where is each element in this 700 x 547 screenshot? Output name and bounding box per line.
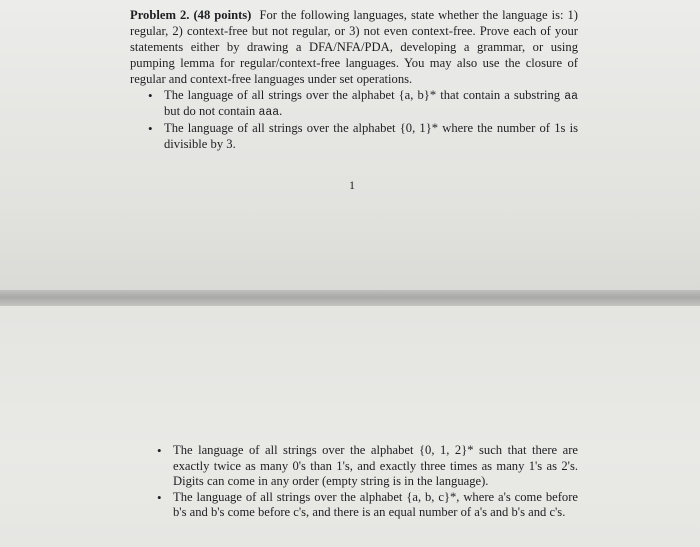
bullet-icon: • xyxy=(148,87,153,103)
bullet-icon: • xyxy=(148,121,153,137)
substring-code: aa xyxy=(564,89,578,103)
problem-intro: For the following languages, state whether the language is: 1) regular, 2) context-free but not regular, or 3) not even context-free. Prove each of your statements either by drawing a DFA/NFA/PDA, developing a grammar, or using pumping lemma for regular/context-free languages. You may also use the closure of regular and context-free languages under set operations. xyxy=(130,8,578,86)
problem-heading: Problem 2. (48 points) xyxy=(130,8,252,22)
excluded-substring-code: aaa xyxy=(258,106,280,120)
page-number: 1 xyxy=(349,178,355,192)
bullet-icon: • xyxy=(157,443,162,458)
list-item: • The language of all strings over the alphabet {0, 1, 2}* such that there are exactly twice as many 0's than 1's, and exactly three times as many 1's as 2's. Digits can come in any order (empty string is in the language). xyxy=(157,443,578,489)
language-list-top xyxy=(130,88,578,154)
problem-paragraph xyxy=(130,8,578,88)
list-item: • The language of all strings over the alphabet {0, 1}* where the number of 1s is divisible by 3. xyxy=(148,121,578,152)
language-list-bottom xyxy=(157,443,578,521)
problem-statement xyxy=(130,8,578,153)
list-item: • The language of all strings over the alphabet {a, b}* that contain a substring aa but do not contain aaa. xyxy=(148,87,578,120)
bullet-icon: • xyxy=(157,489,162,505)
list-item: • The language of all strings over the alphabet {a, b, c}*, where a's come before b's and b's come before c's, and there is an equal number of a's and b's and c's. xyxy=(157,489,578,520)
page-fold-shadow xyxy=(0,290,700,306)
